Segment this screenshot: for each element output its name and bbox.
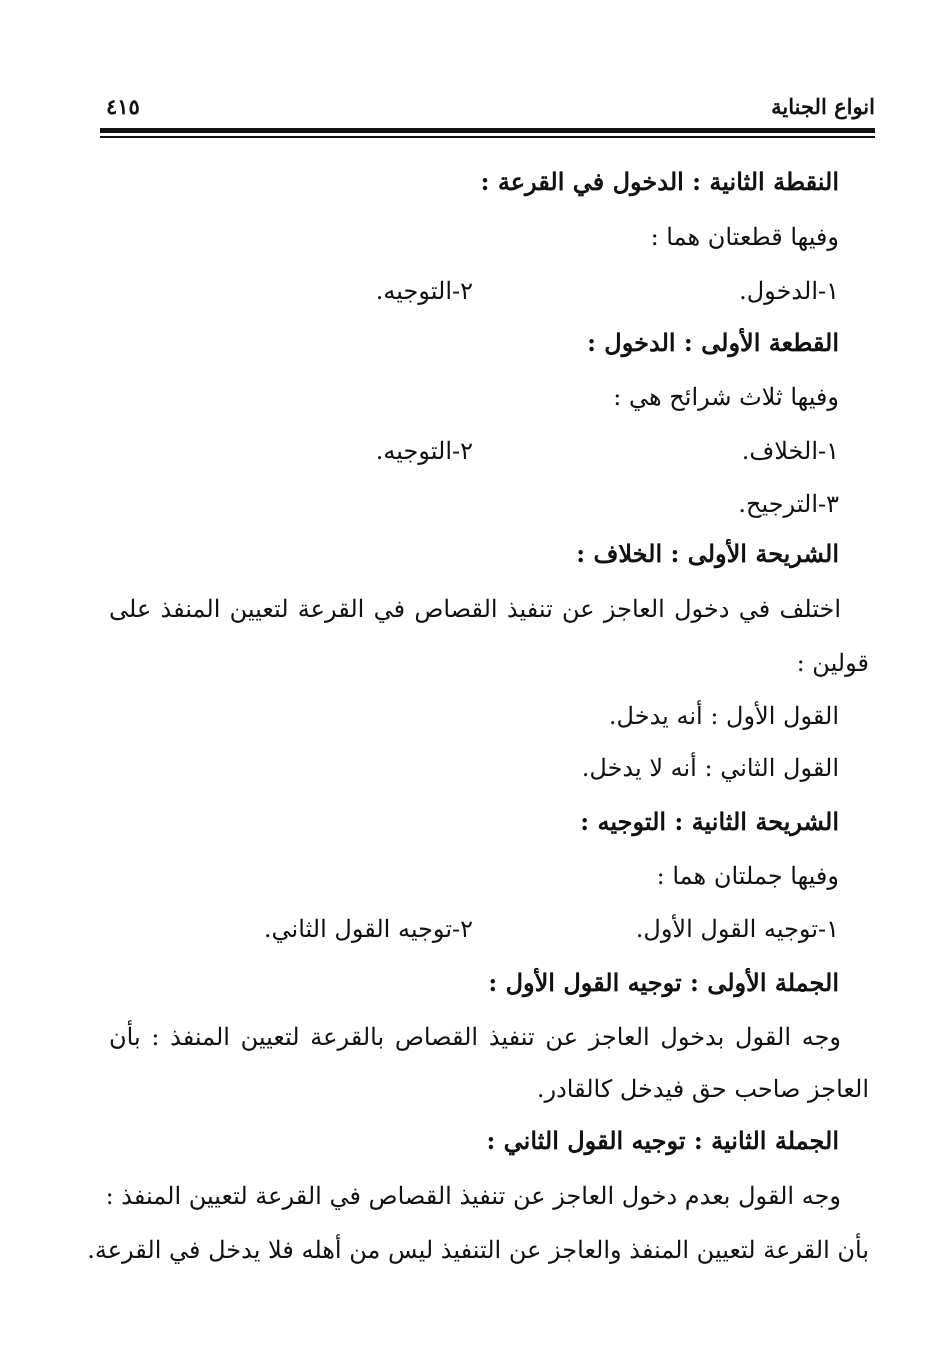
- list-item: ٢-التوجيه.: [375, 437, 473, 465]
- header-rule-thick: [100, 128, 875, 133]
- paragraph-line: اختلف في دخول العاجز عن تنفيذ القصاص في القرعة لتعيين المنفذ على: [109, 595, 841, 623]
- heading-sentence-one: الجملة الأولى : توجيه القول الأول :: [488, 968, 839, 997]
- paragraph-line: القول الثاني : أنه لا يدخل.: [581, 754, 839, 782]
- heading-point-two: النقطة الثانية : الدخول في القرعة :: [480, 167, 839, 196]
- paragraph-line: بأن القرعة لتعيين المنفذ والعاجز عن التنفيذ ليس من أهله فلا يدخل في القرعة.: [87, 1236, 869, 1264]
- paragraph-line: وجه القول بدخول العاجز عن تنفيذ القصاص بالقرعة لتعيين المنفذ : بأن: [109, 1023, 841, 1051]
- header-rule-thin: [100, 136, 875, 138]
- heading-sentence-two: الجملة الثانية : توجيه القول الثاني :: [486, 1126, 839, 1155]
- paragraph-line: القول الأول : أنه يدخل.: [608, 702, 839, 730]
- paragraph-line: وفيها ثلاث شرائح هي :: [613, 383, 839, 411]
- paragraph-line: وفيها قطعتان هما :: [650, 223, 839, 251]
- paragraph-line: وفيها جملتان هما :: [656, 862, 839, 890]
- chapter-title: انواع الجناية: [771, 94, 875, 119]
- paragraph-line: قولين :: [796, 649, 869, 677]
- list-item: ٣-الترجيح.: [738, 490, 839, 518]
- page-number: ٤١٥: [106, 94, 140, 119]
- paragraph-line: العاجز صاحب حق فيدخل كالقادر.: [536, 1075, 869, 1103]
- heading-section-two: الشريحة الثانية : التوجيه :: [580, 807, 839, 836]
- list-item: ٢-توجيه القول الثاني.: [263, 915, 473, 943]
- paragraph-line: وجه القول بعدم دخول العاجز عن تنفيذ القصاص في القرعة لتعيين المنفذ :: [105, 1182, 841, 1210]
- heading-part-one: القطعة الأولى : الدخول :: [587, 328, 839, 357]
- list-item: ١-الدخول.: [739, 277, 839, 305]
- list-item: ١-توجيه القول الأول.: [635, 915, 839, 943]
- heading-section-one: الشريحة الأولى : الخلاف :: [576, 539, 839, 568]
- list-item: ٢-التوجيه.: [375, 277, 473, 305]
- list-item: ١-الخلاف.: [741, 437, 839, 465]
